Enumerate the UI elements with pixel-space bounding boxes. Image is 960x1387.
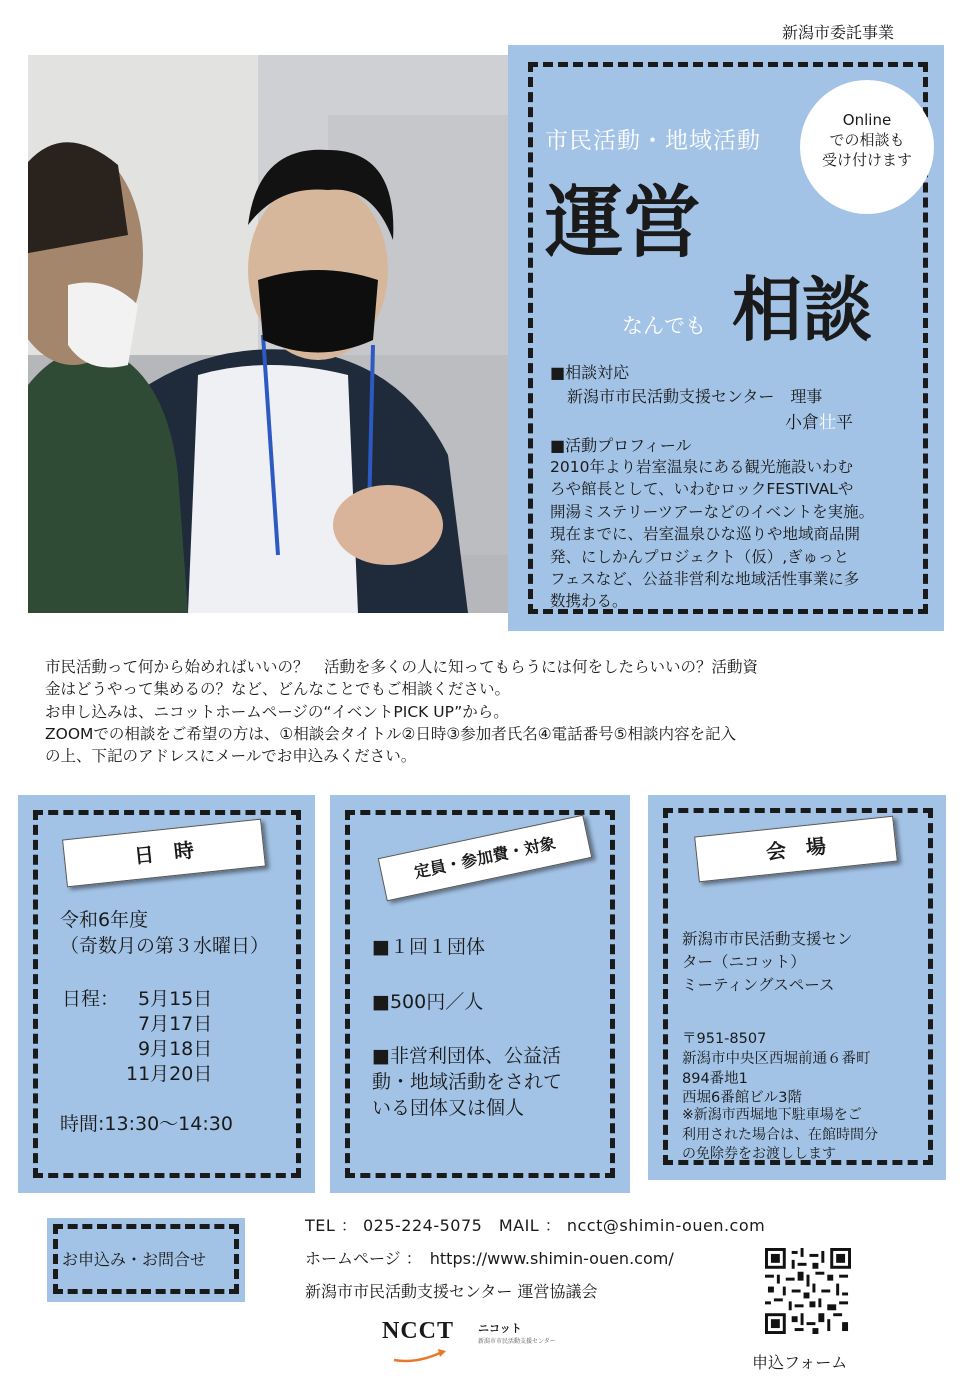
ncct-logo-sub: 新潟市市民活動支援センター xyxy=(478,1338,556,1345)
capacity-item-1: ■１回１団体 xyxy=(372,936,485,958)
venue-parking-note: ※新潟市西堀地下駐車場をご 利用された場合は、在館時間分 の免除券をお渡しします xyxy=(682,1107,878,1162)
form-label: 申込フォーム xyxy=(752,1353,848,1372)
hero-title-1: 運営 xyxy=(545,178,702,268)
hero-title-small: なんでも xyxy=(622,314,706,338)
capacity-item-3: ■非営利団体、公益活 動・地域活動をされて いる団体又は個人 xyxy=(372,1045,563,1119)
consultation-photo xyxy=(28,55,508,613)
schedule-label: 日 時 xyxy=(62,819,266,888)
contact-tel-mail[interactable]: TEL ： 025-224-5075 MAIL ： ncct@shimin-ouen.com xyxy=(305,1216,766,1235)
ncct-logo xyxy=(382,1318,582,1368)
profile-heading: ■活動プロフィール xyxy=(550,436,692,455)
schedule-date-1: 5月15日 xyxy=(138,988,213,1010)
capacity-item-2: ■500円／人 xyxy=(372,991,484,1013)
commission-label: 新潟市委託事業 xyxy=(782,23,895,42)
consultant-name xyxy=(785,408,853,433)
contact-org: 新潟市市民活動支援センター 運営協議会 xyxy=(305,1282,598,1301)
schedule-time: 時間:13:30～14:30 xyxy=(60,1113,233,1135)
venue-address: 〒951-8507 新潟市中央区西堀前通６番町 894番地1 西堀6番館ビル3階 xyxy=(682,1031,871,1107)
qr-code[interactable] xyxy=(765,1248,851,1334)
consultant-heading: ■相談対応 xyxy=(550,363,630,382)
venue-label: 会 場 xyxy=(694,816,898,883)
contact-homepage[interactable]: ホームページ ： https://www.shimin-ouen.com/ xyxy=(305,1249,674,1268)
logo-swoosh-icon xyxy=(392,1346,452,1364)
venue-name: 新潟市市民活動支援セン ター（ニコット） ミーティングスペース xyxy=(682,930,853,994)
schedule-date-2: 7月17日 xyxy=(138,1013,213,1035)
schedule-date-4: 11月20日 xyxy=(126,1063,213,1085)
photo-illustration xyxy=(28,55,508,613)
consultant-name-part3: 平 xyxy=(836,413,853,433)
schedule-dates-label: 日程： xyxy=(62,988,120,1010)
profile-text: 2010年より岩室温泉にある観光施設いわむ ろや館長として、いわむロックFESTIVALや 開湯ミステリーツアーなどのイベントを実施。 現在までに、岩室温泉ひな巡りや地域商品開 発、にしかんプロジェクト（仮）,ぎゅっと フェスなど、公益非営利な地域活性事業に多 数携わる。 xyxy=(550,458,875,611)
hero-title-2: 相談 xyxy=(732,269,872,351)
qr-code-graphic xyxy=(765,1248,851,1334)
online-badge-text: Online での相談も 受け付けます xyxy=(821,111,912,169)
ncct-logo-kana: ニコット xyxy=(478,1322,522,1335)
hero-subtitle: 市民活動・地域活動 xyxy=(545,128,761,154)
consultant-name-part1: 小倉 xyxy=(785,413,819,433)
consultant-org: 新潟市市民活動支援センター 理事 xyxy=(567,387,823,406)
consultant-name-part2: 壮 xyxy=(819,413,836,433)
capacity-label: 定員・参加費・対象 xyxy=(378,815,593,902)
schedule-date-3: 9月18日 xyxy=(138,1038,213,1060)
contact-label: お申込み・お問合せ xyxy=(62,1250,207,1269)
schedule-year: 令和6年度 xyxy=(60,909,149,931)
schedule-note: （奇数月の第３水曜日） xyxy=(60,935,270,957)
ncct-logo-mark: NCCT xyxy=(382,1318,455,1344)
intro-text: 市民活動って何から始めればいいの？ 活動を多くの人に知ってもらうには何をしたらいいの？活動資 金はどうやって集めるの？など、どんなことでもご相談ください。 お申し込みは、ニコットホームページの“イベントPICK UP”から。 ZOOMでの相談をご希望の方は、①相談会タイトル②日時③参加者氏名④電話番号⑤相談内容を記入 の上、下記のアドレスにメールでお申込みください。 xyxy=(45,658,759,766)
